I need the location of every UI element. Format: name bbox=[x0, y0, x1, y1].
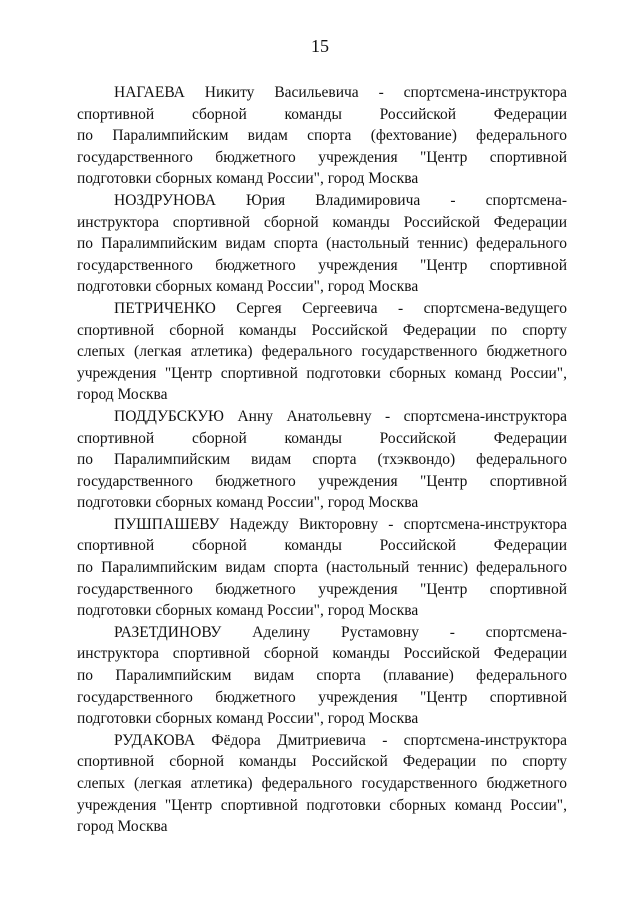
entry-line: подготовки сборных команд России", город Москва bbox=[77, 278, 419, 296]
entry-line: спортивной сборной команды Российской Федерации bbox=[77, 537, 567, 555]
award-entry bbox=[77, 82, 567, 190]
entry-line: спортивной сборной команды Российской Федерации по спорту bbox=[77, 321, 567, 339]
entry-line: слепых (легкая атлетика) федерального государственного бюджетного bbox=[77, 775, 567, 792]
award-entry bbox=[77, 730, 567, 838]
award-entry bbox=[77, 406, 567, 514]
entry-line: государственного бюджетного учреждения "Центр спортивной bbox=[77, 688, 567, 706]
entry-line: подготовки сборных команд России", город Москва bbox=[77, 710, 419, 728]
document-body bbox=[77, 82, 567, 838]
entry-line: РАЗЕТДИНОВУ Аделину Рустамовну - спортсмена- bbox=[114, 623, 567, 641]
entry-line: подготовки сборных команд России", город Москва bbox=[77, 170, 419, 188]
entry-line: НАГАЕВА Никиту Васильевича - спортсмена-инструктора bbox=[114, 84, 567, 101]
entry-line: ПЕТРИЧЕНКО Сергея Сергеевича - спортсмена-ведущего bbox=[114, 299, 567, 317]
entry-line: государственного бюджетного учреждения "Центр спортивной bbox=[77, 148, 567, 166]
entry-line: город Москва bbox=[77, 818, 168, 836]
entry-line: по Паралимпийским видам спорта (плавание) федерального bbox=[77, 667, 567, 685]
entry-line: инструктора спортивной сборной команды Российской Федерации bbox=[77, 213, 567, 231]
entry-line: учреждения "Центр спортивной подготовки сборных команд России", bbox=[77, 796, 567, 814]
award-entry bbox=[77, 514, 567, 622]
entry-line: по Паралимпийским видам спорта (настольный теннис) федерального bbox=[77, 235, 567, 253]
entry-line: спортивной сборной команды Российской Федерации по спорту bbox=[77, 753, 567, 771]
entry-line: учреждения "Центр спортивной подготовки сборных команд России", bbox=[77, 364, 567, 382]
entry-line: государственного бюджетного учреждения "Центр спортивной bbox=[77, 256, 567, 274]
award-entry bbox=[77, 622, 567, 730]
award-entry bbox=[77, 298, 567, 406]
entry-line: по Паралимпийским видам спорта (фехтование) федерального bbox=[77, 127, 567, 145]
entry-line: подготовки сборных команд России", город Москва bbox=[77, 602, 419, 620]
entry-line: по Паралимпийским видам спорта (тхэквондо) федерального bbox=[77, 451, 567, 469]
entry-line: по Паралимпийским видам спорта (настольный теннис) федерального bbox=[77, 559, 567, 577]
award-entry bbox=[77, 190, 567, 298]
page-number: 15 bbox=[311, 36, 329, 56]
entry-line: инструктора спортивной сборной команды Российской Федерации bbox=[77, 645, 567, 663]
entry-line: город Москва bbox=[77, 386, 168, 404]
entry-line: ПУШПАШЕВУ Надежду Викторовну - спортсмена-инструктора bbox=[114, 515, 567, 533]
entry-line: государственного бюджетного учреждения "Центр спортивной bbox=[77, 472, 567, 490]
entry-line: спортивной сборной команды Российской Федерации bbox=[77, 429, 567, 447]
entry-line: спортивной сборной команды Российской Федерации bbox=[77, 105, 567, 123]
entry-line: НОЗДРУНОВА Юрия Владимировича - спортсмена- bbox=[114, 191, 567, 209]
entry-line: подготовки сборных команд России", город Москва bbox=[77, 494, 419, 512]
entry-line: слепых (легкая атлетика) федерального государственного бюджетного bbox=[77, 343, 567, 361]
entry-line: РУДАКОВА Фёдора Дмитриевича - спортсмена-инструктора bbox=[114, 731, 567, 749]
entry-line: государственного бюджетного учреждения "Центр спортивной bbox=[77, 580, 567, 598]
entry-line: ПОДДУБСКУЮ Анну Анатольевну - спортсмена-инструктора bbox=[114, 407, 567, 425]
